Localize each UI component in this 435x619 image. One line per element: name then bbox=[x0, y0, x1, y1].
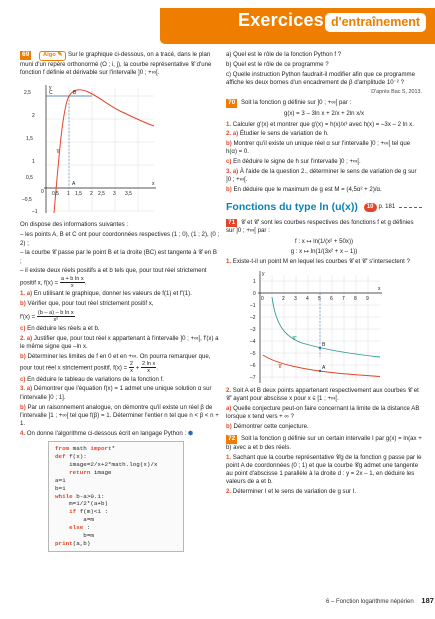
svg-text:x: x bbox=[378, 285, 381, 292]
q3b: b) Par un raisonnement analogue, on démontre qu'il existe un réel β de l'intervalle ]1 ; +∞[ tel que f(β) = 1. Déterminer l'entier n tel que n < β < n + 1. bbox=[20, 403, 219, 428]
page-banner bbox=[0, 0, 435, 44]
svg-text:–5: –5 bbox=[250, 350, 256, 357]
section-header bbox=[226, 200, 422, 214]
ex70-formula: g(x) = 3 – 3ln x + 2/x + 2ln x/x bbox=[283, 110, 365, 118]
ex69-number: 69 bbox=[22, 51, 30, 58]
svg-text:4: 4 bbox=[306, 295, 309, 302]
right-column bbox=[226, 51, 422, 498]
algo-badge: Algo ✎ bbox=[39, 51, 66, 61]
svg-text:8: 8 bbox=[354, 295, 357, 302]
info-1: – les points A, B et C ont pour coordonnées respectives (1 ; 0), (1 ; 2), (0 ; 2) ; bbox=[20, 231, 220, 247]
q1a: 1. a) En utilisant le graphique, donner les valeurs de f(1) et f′(1). bbox=[20, 290, 192, 298]
ex69-qa: a) Quel est le rôle de la fonction Python f ? bbox=[226, 51, 342, 58]
info-header: On dispose des informations suivantes : bbox=[20, 221, 129, 229]
ex70-q2a: 2. a) Étudier le sens de variation de h. bbox=[226, 130, 329, 138]
ex69-intro: 69 Algo ✎ Sur le graphique ci-dessous, on a tracé, dans le plan muni d'un repère orthonormé (O ; i, j), la courbe représentative 𝒞 d'une fonction f définie et dérivable sur l'intervalle ]0 ; +∞[. bbox=[20, 51, 212, 77]
ex70-number: 70 bbox=[228, 99, 236, 107]
ex70-intro: 70 Soit la fonction g définie sur ]0 ; +∞[ par : bbox=[228, 99, 352, 107]
svg-text:𝒞: 𝒞 bbox=[278, 363, 282, 370]
info-3: – il existe deux réels positifs a et b tels que, pour tout réel strictement positif x, f(x) = $\frac{\text{a + b ln x}}{x}$ . bbox=[20, 267, 207, 289]
ex70-q2c: c) En déduire le signe de h sur l'intervalle ]0 ; +∞[. bbox=[226, 158, 361, 166]
banner-badge: d'entraînement bbox=[324, 12, 427, 33]
svg-text:0,5: 0,5 bbox=[52, 191, 59, 198]
ex71-q2a: a) Quelle conjecture peut-on faire concernant la limite de la distance AB lorsque x tend vers + ∞ ? bbox=[226, 404, 420, 420]
ex69-qc: c) Quelle instruction Python faudrait-il modifier afin que ce programme affiche les deux bornes d'un encadrement de β d'amplitude 10⁻² ? bbox=[226, 70, 415, 86]
curve-C-prime bbox=[272, 297, 380, 357]
page-footer bbox=[326, 596, 434, 606]
svg-text:–2: –2 bbox=[250, 314, 256, 321]
page-number: 187 bbox=[421, 596, 434, 605]
ex71-intro: 71 𝒞 et 𝒞′ sont les courbes respectives des fonctions f et g définies sur ]0 ; +∞[ par : bbox=[226, 218, 414, 235]
svg-text:5: 5 bbox=[318, 295, 321, 302]
svg-text:6: 6 bbox=[330, 295, 333, 302]
svg-text:2,5: 2,5 bbox=[98, 191, 105, 198]
ex70-q2b: b) Montrer qu'il existe un unique réel α sur l'intervalle ]0 ; +∞[ tel que h(α) = 0. bbox=[226, 140, 411, 156]
svg-text:3,5: 3,5 bbox=[125, 191, 132, 198]
ex72-number: 72 bbox=[228, 434, 236, 442]
svg-text:1,5: 1,5 bbox=[75, 191, 82, 198]
svg-text:9: 9 bbox=[366, 295, 369, 302]
info-2: – la courbe 𝒞 passe par le point B et la droite (BC) est tangente à 𝒞 en B ; bbox=[20, 249, 217, 265]
ex71-q1: 1. Existe-t-il un point M en lequel les courbes 𝒞 et 𝒞′ s'intersectent ? bbox=[226, 258, 410, 266]
ex69-graph bbox=[22, 79, 160, 219]
ex70-q1: 1. Calculer g′(x) et montrer que g′(x) = h(x)/x³ avec h(x) = –3x – 2 ln x. bbox=[226, 120, 414, 128]
ex72-q1: 1. Sachant que la courbe représentative 𝒞g de la fonction g passe par le point A de coordonnées (0 ; 1) et que la courbe 𝒞g admet une tangente au point d'abscisse 1 parallèle à la droite d : y = 2x – 1, en déduire les valeurs de a et b. bbox=[226, 453, 422, 486]
ex71-g-def: g : x ↦ ln(1/(3x² + x – 1)) bbox=[290, 247, 358, 255]
svg-text:𝒞′: 𝒞′ bbox=[292, 335, 297, 342]
section-page-ref: p. 181 bbox=[378, 204, 396, 211]
section-ref-badge: 10 bbox=[364, 203, 377, 211]
svg-text:0: 0 bbox=[41, 189, 44, 196]
ex72-intro: 72 Soit la fonction g définie sur un certain intervalle I par g(x) = ln(ax + b) avec a et b des réels. bbox=[226, 434, 422, 451]
section-title: Fonctions du type ln (u(x)) bbox=[226, 201, 358, 214]
python-icon: ⬢ bbox=[187, 429, 194, 437]
point-A: A bbox=[72, 181, 76, 188]
svg-text:2: 2 bbox=[32, 113, 35, 120]
left-column bbox=[20, 51, 220, 552]
svg-text:0: 0 bbox=[261, 295, 264, 302]
q2a: 2. a) Justifier que, pour tout réel x appartenant à l'intervalle ]0 ; +∞[, f′(x) a le même signe que –ln x. bbox=[20, 334, 219, 350]
ex69-qb: b) Quel est le rôle de ce programme ? bbox=[226, 60, 329, 68]
svg-text:1: 1 bbox=[67, 191, 70, 198]
svg-text:1: 1 bbox=[32, 159, 35, 166]
ex71-number: 71 bbox=[228, 218, 236, 226]
svg-text:2: 2 bbox=[282, 295, 285, 302]
ex71-q2: 2. Soit A et B deux points appartenant respectivement aux courbes 𝒞 et 𝒞′ ayant pour abscisse x pour x ∈ [1 ; +∞[. bbox=[226, 386, 419, 402]
svg-text:3: 3 bbox=[113, 191, 116, 198]
ex72-q2: 2. Déterminer I et le sens de variation de g sur I. bbox=[226, 488, 357, 496]
svg-text:2,5: 2,5 bbox=[24, 90, 31, 97]
svg-text:3: 3 bbox=[294, 295, 297, 302]
svg-text:1: 1 bbox=[253, 278, 256, 285]
ex71-graph bbox=[246, 269, 396, 385]
q2c: c) En déduire le tableau de variations de la fonction f. bbox=[20, 375, 164, 383]
svg-text:A: A bbox=[322, 364, 326, 371]
footer-chapter: 6 – Fonction logarithme népérien bbox=[326, 599, 414, 605]
svg-text:0: 0 bbox=[253, 290, 256, 297]
q1c: c) En déduire les réels a et b. bbox=[20, 324, 100, 332]
svg-text:7: 7 bbox=[342, 295, 345, 302]
ex70-q3a: 3. a) À l'aide de la question 2., déterminer le sens de variation de g sur ]0 ; +∞[. bbox=[226, 167, 417, 184]
python-code-block: from math import* def f(x): image=2/x+2*math.log(x)/x return image a=1 b=1 while b-a>0.1: m=1/2*(a+b) if f(m)<1 : a=m else : b=m print(a,b) bbox=[48, 441, 184, 552]
svg-text:–1: –1 bbox=[250, 302, 256, 309]
ex69-y-label: y bbox=[49, 85, 52, 92]
svg-text:B: B bbox=[322, 341, 326, 348]
curve-label: 𝒞 bbox=[56, 149, 60, 156]
ex71-q2b: b) Démontrer cette conjecture. bbox=[226, 422, 309, 430]
svg-text:–0,5: –0,5 bbox=[22, 197, 32, 204]
svg-text:–7: –7 bbox=[250, 374, 256, 381]
point-C: C bbox=[49, 90, 53, 97]
source-note: D'après Bac S, 2013. bbox=[371, 89, 422, 96]
ex71-f-def: f : x ↦ ln(1/(x² + 50x)) bbox=[294, 237, 354, 245]
svg-text:1,5: 1,5 bbox=[26, 136, 33, 143]
svg-text:–6: –6 bbox=[250, 362, 256, 369]
svg-text:–1: –1 bbox=[32, 209, 38, 216]
q3a: 3. a) Démontrer que l'équation f(x) = 1 admet une unique solution α sur l'intervalle ]0 ; 1]. bbox=[20, 385, 212, 401]
ex70-q3b: b) En déduire que le maximum de g est M = (4,5α² + 2)/α. bbox=[226, 186, 382, 194]
q2b: b) Déterminer les limites de f en 0 et en +∞. On pourra remarquer que, pour tout réel x strictement positif, f(x) = $\frac{2}{x}$ + $\frac{\text{2 ln x}}{x}$ . bbox=[20, 352, 211, 375]
q1b-formula: f′(x) = $\frac{\text{(b – a) – b ln x}}{\text{x²}}$ bbox=[20, 309, 74, 324]
svg-text:y: y bbox=[262, 270, 265, 277]
banner-title: Exercices bbox=[238, 10, 324, 30]
ex69-x-label: x bbox=[152, 181, 155, 188]
point-B: B bbox=[73, 90, 77, 97]
svg-text:–3: –3 bbox=[250, 326, 256, 333]
svg-text:0,5: 0,5 bbox=[26, 175, 33, 182]
q1b: b) Vérifier que, pour tout réel strictement positif x, bbox=[20, 300, 154, 308]
q4: 4. On donne l'algorithme ci-dessous écrit en langage Python : ⬢ bbox=[20, 429, 194, 437]
svg-text:2: 2 bbox=[90, 191, 93, 198]
svg-text:–4: –4 bbox=[250, 338, 256, 345]
